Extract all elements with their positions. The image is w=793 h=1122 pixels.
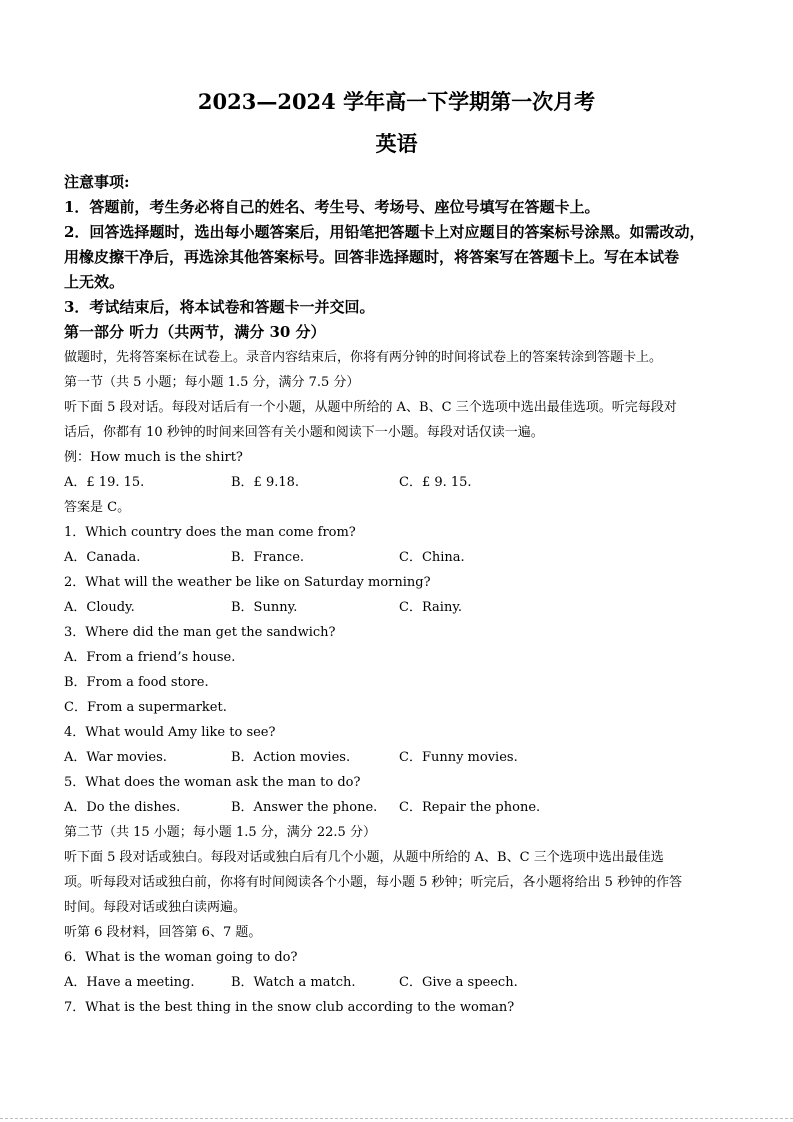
section2-instruction: 听下面 5 段对话或独白。每段对话或独白后有几个小题，从题中所给的 A、B、C 三个选项中选出最佳选 bbox=[64, 850, 664, 865]
question-2-options bbox=[64, 595, 728, 620]
option-c: C．Repair the phone. bbox=[399, 800, 541, 815]
part1-heading: 第一部分 听力（共两节，满分 30 分） bbox=[64, 323, 326, 341]
question-3: 3．Where did the man get the sandwich? bbox=[64, 625, 336, 640]
section2-instruction: 项。听每段对话或独白前，你将有时间阅读各个小题，每小题 5 秒钟；听完后，各小题将给出 5 秒钟的作答 bbox=[64, 875, 683, 890]
section2-instruction: 时间。每段对话或独白读两遍。 bbox=[64, 900, 247, 915]
option-c: C．Give a speech. bbox=[399, 975, 518, 990]
exam-title: 2023—2024 学年高一下学期第一次月考 bbox=[197, 89, 596, 114]
part1-instruction: 做题时，先将答案标在试卷上。录音内容结束后，你将有两分钟的时间将试卷上的答案转涂到答题卡上。 bbox=[64, 350, 663, 365]
option-a: A．£ 19. 15. bbox=[64, 475, 145, 490]
option-b: B．£ 9.18. bbox=[231, 475, 300, 490]
notes-heading: 注意事项: bbox=[64, 173, 130, 191]
exam-content bbox=[64, 170, 728, 1020]
option-b: B．Answer the phone. bbox=[231, 800, 378, 815]
question-5: 5．What does the woman ask the man to do? bbox=[64, 775, 361, 790]
option-a: A．Have a meeting. bbox=[64, 975, 195, 990]
note-item: 1．答题前，考生务必将自己的姓名、考生号、考场号、座位号填写在答题卡上。 bbox=[64, 198, 600, 216]
option-a: A．War movies. bbox=[64, 750, 167, 765]
option-b: B．Watch a match. bbox=[231, 975, 356, 990]
option-c: C．China. bbox=[399, 550, 465, 565]
option-b: B．From a food store. bbox=[64, 675, 209, 690]
example-answer: 答案是 C。 bbox=[64, 500, 131, 515]
section1-instruction: 话后，你都有 10 秒钟的时间来回答有关小题和阅读下一小题。每段对话仅读一遍。 bbox=[64, 425, 544, 440]
note-item: 3．考试结束后，将本试卷和答题卡一并交回。 bbox=[64, 298, 375, 316]
option-a: A．Cloudy. bbox=[64, 600, 135, 615]
question-6-options bbox=[64, 970, 728, 995]
option-c: C．£ 9. 15. bbox=[399, 475, 472, 490]
exam-subject: 英语 bbox=[375, 131, 418, 156]
question-2: 2．What will the weather be like on Saturday morning? bbox=[64, 575, 431, 590]
note-item: 2．回答选择题时，选出每小题答案后，用铅笔把答题卡上对应题目的答案标号涂黑。如需改动， bbox=[64, 223, 705, 241]
option-a: A．Canada. bbox=[64, 550, 141, 565]
question-5-options bbox=[64, 795, 728, 820]
question-1-options bbox=[64, 545, 728, 570]
note-item: 上无效。 bbox=[64, 273, 125, 291]
option-b: B．Sunny. bbox=[231, 600, 298, 615]
section1-heading: 第一节（共 5 小题；每小题 1.5 分，满分 7.5 分） bbox=[64, 375, 360, 390]
page-bottom-rule bbox=[0, 1118, 793, 1119]
option-b: B．France. bbox=[231, 550, 305, 565]
option-a: A．Do the dishes. bbox=[64, 800, 181, 815]
option-a: A．From a friend’s house. bbox=[64, 650, 236, 665]
section1-instruction: 听下面 5 段对话。每段对话后有一个小题，从题中所给的 A、B、C 三个选项中选出最佳选项。听完每段对 bbox=[64, 400, 677, 415]
question-1: 1．Which country does the man come from? bbox=[64, 525, 356, 540]
example-options bbox=[64, 470, 728, 495]
question-6: 6．What is the woman going to do? bbox=[64, 950, 298, 965]
option-c: C．From a supermarket. bbox=[64, 700, 227, 715]
option-c: C．Funny movies. bbox=[399, 750, 518, 765]
question-4-options bbox=[64, 745, 728, 770]
question-7: 7．What is the best thing in the snow club according to the woman? bbox=[64, 1000, 515, 1015]
option-c: C．Rainy. bbox=[399, 600, 463, 615]
section2-heading: 第二节（共 15 小题；每小题 1.5 分，满分 22.5 分） bbox=[64, 825, 376, 840]
example-question: 例：How much is the shirt? bbox=[64, 450, 243, 465]
material-6-note: 听第 6 段材料，回答第 6、7 题。 bbox=[64, 925, 262, 940]
note-item: 用橡皮擦干净后，再选涂其他答案标号。回答非选择题时，将答案写在答题卡上。写在本试卷 bbox=[64, 248, 680, 266]
question-4: 4．What would Amy like to see? bbox=[64, 725, 276, 740]
option-b: B．Action movies. bbox=[231, 750, 351, 765]
